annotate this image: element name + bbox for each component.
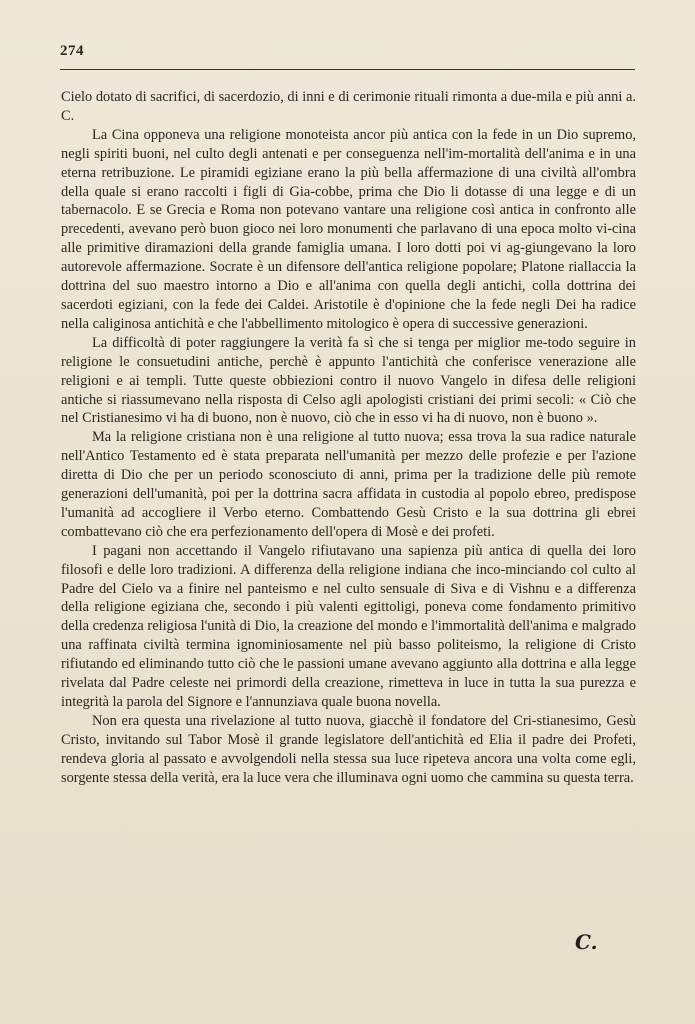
header-rule (60, 69, 635, 70)
author-signature: C. (575, 930, 598, 954)
paragraph: Ma la religione cristiana non è una religione al tutto nuova; essa trova la sua radice naturale nell'Antico Testamento ed è stata preparata nell'umanità per mezzo delle profezie e per l'azione diretta di Dio che per un periodo sconosciuto di anni, prima per la tradizione delle più remote generazioni dell'umanità, poi per la dottrina sacra affidata in custodia al popolo ebreo, predispose l'umanità ad accogliere il Verbo eterno. Combattendo Gesù Cristo e la sua dottrina gli ebrei combattevano ciò che era perfezionamento dell'opera di Mosè e dei profeti. (61, 429, 636, 540)
paragraph: I pagani non accettando il Vangelo rifiutavano una sapienza più antica di quella dei loro filosofi e delle loro tradizioni. A differenza della religione indiana che inco-minciando col culto al Padre del Cielo va a finire nel panteismo e nel culto sensuale di Siva e di Vishnu e a differenza della religione egiziana che, secondo i più valenti egittoligi, poneva come fondamento primitivo della credenza religiosa l'unità di Dio, la creazione del mondo e l'immortalità dell'anima e malgrado una raffinata civiltà termina ignominiosamente nel più basso politeismo, la religione di Cristo rifiutando ed eliminando tutto ciò che le passioni umane avevano aggiunto alla dottrina e alla legge rivelata dal Padre celeste nei primordi della creazione, rimetteva in luce in tutta la sua purezza e integrità la parola del Signore e l'annunziava quale buona novella. (61, 542, 636, 710)
paragraph: Non era questa una rivelazione al tutto nuova, giacchè il fondatore del Cri-stianesimo, Gesù Cristo, invitando sul Tabor Mosè il grande legislatore dell'antichità ed Elia il padre dei Profeti, rendeva gloria al passato e avvolgendoli nella stessa sua luce ripeteva ancora una volta come egli, sorgente stessa della verità, era la luce vera che illuminava ogni uomo che cammina su questa terra. (61, 712, 636, 786)
page-number: 274 (60, 43, 84, 59)
paragraph-continuation: Cielo dotato di sacrifici, di sacerdozio, di inni e di cerimonie rituali rimonta a due-mila e più anni a. C. (61, 89, 636, 124)
paragraph: La Cina opponeva una religione monoteista ancor più antica con la fede in un Dio supremo, negli spiriti buoni, nel culto degli antenati e per conseguenza nell'im-mortalità dell'anima e in una eterna retribuzione. Le piramidi egiziane erano la più bella affermazione di una civiltà all'ombra della quale si erano raccolti i figli di Gia-cobbe, prima che Dio li dotasse di una legge e di un tabernacolo. E se Grecia e Roma non potevano vantare una religione così antica in confronto alle precedenti, avevano però buon gioco nei loro monumenti che parlavano di una epoca molto vi-cina alle primitive diramazioni della grande famiglia umana. I loro dotti poi vi ag-giungevano la loro autorevole affermazione. Socrate è un difensore dell'antica religione popolare; Platone riallaccia la dottrina del suo maestro intorno a Dio e all'anima con quella degli antichi, colla dottrina dei sacerdoti egiziani, con la fede dei Caldei. Aristotile è d'opinione che la fede negli Dei ha radice nella caliginosa antichità e che l'abbellimento mitologico è opera di successive generazioni. (61, 126, 636, 332)
body-text (61, 88, 636, 788)
paragraph: La difficoltà di poter raggiungere la verità fa sì che si tenga per miglior me-todo seguire in religione le consuetudini antiche, perchè è appunto l'antichità che conferisce venerazione alle religioni e ai templi. Tutte queste obbiezioni contro il nuovo Vangelo in difesa delle religioni antiche si riassumevano nella risposta di Celso agli apologisti cristiani dei primi secoli: « Ciò che nel Cristianesimo vi ha di buono, non è nuovo, ciò che in esso vi ha di nuovo, non è buono ». (61, 334, 636, 427)
